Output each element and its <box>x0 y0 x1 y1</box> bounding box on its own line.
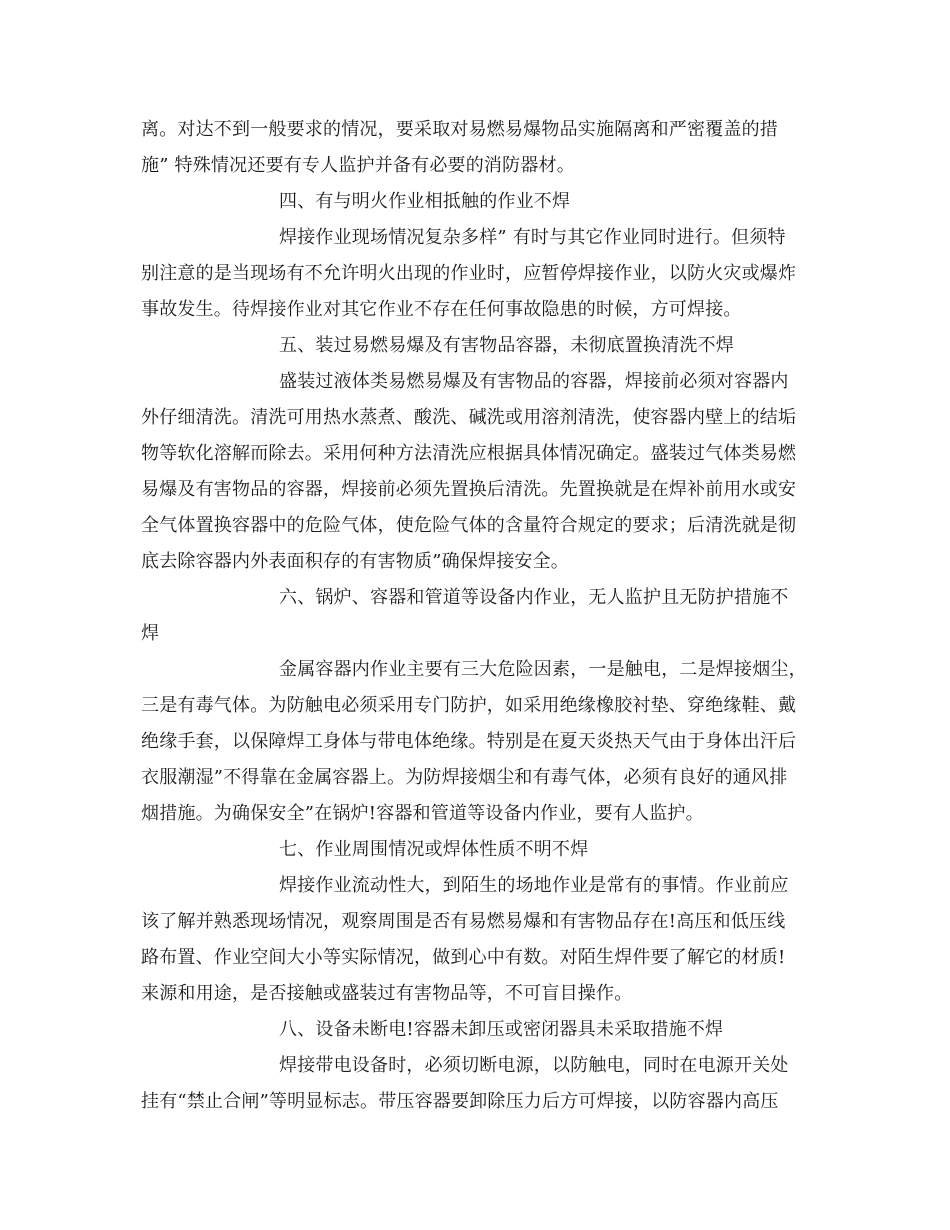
text-line: 来源和用途，是否接触或盛装过有害物品等，不可盲目操作。 <box>141 983 633 1004</box>
text-line: 别注意的是当现场有不允许明火出现的作业时，应暂停焊接作业，以防火灾或爆炸 <box>141 263 797 284</box>
text-line: 路布置、作业空间大小等实际情况，做到心中有数。对陌生焊件要了解它的材质! <box>141 947 786 968</box>
section-heading: 五、装过易燃易爆及有害物品容器，未彻底置换清洗不焊 <box>279 335 734 356</box>
text-line: 盛装过液体类易燃易爆及有害物品的容器，焊接前必须对容器内 <box>279 371 789 392</box>
text-line: 焊接作业现场情况复杂多样” 有时与其它作业同时进行。但须特 <box>279 227 786 248</box>
text-line: 全气体置换容器中的危险气体，使危险气体的含量符合规定的要求；后清洗就是彻 <box>141 515 797 536</box>
text-line: 挂有“禁止合闸”等明显标志。带压容器要卸除压力后方可焊接，以防容器内高压 <box>141 1091 779 1112</box>
text-line: 该了解并熟悉现场情况，观察周围是否有易燃易爆和有害物品存在!高压和低压线 <box>141 911 786 932</box>
text-line: 烟措施。为确保安全”在锅炉!容器和管道等设备内作业，要有人监护。 <box>141 803 704 824</box>
text-line: 绝缘手套，以保障焊工身体与带电体绝缘。特别是在夏天炎热天气由于身体出汗后 <box>141 731 797 752</box>
text-line: 离。对达不到一般要求的情况，要采取对易燃易爆物品实施隔离和严密覆盖的措 <box>141 119 778 140</box>
text-line: 外仔细清洗。清洗可用热水蒸煮、酸洗、碱洗或用溶剂清洗，使容器内壁上的结垢 <box>141 407 797 428</box>
section-heading: 六、锅炉、容器和管道等设备内作业，无人监护且无防护措施不 <box>279 587 789 608</box>
text-line: 金属容器内作业主要有三大危险因素，一是触电，二是焊接烟尘， <box>279 659 807 680</box>
section-heading: 八、设备未断电!容器未卸压或密闭器具未采取措施不焊 <box>279 1019 724 1040</box>
section-heading: 四、有与明火作业相抵触的作业不焊 <box>279 191 571 212</box>
text-line: 焊接作业流动性大，到陌生的场地作业是常有的事情。作业前应 <box>279 875 789 896</box>
section-heading-continuation: 焊 <box>141 623 160 644</box>
text-line: 衣服潮湿”不得靠在金属容器上。为防焊接烟尘和有毒气体，必须有良好的通风排 <box>141 767 788 788</box>
text-line: 焊接带电设备时，必须切断电源，以防触电，同时在电源开关处 <box>279 1055 789 1076</box>
text-line: 物等软化溶解而除去。采用何种方法清洗应根据具体情况确定。盛装过气体类易燃 <box>141 443 797 464</box>
text-line: 易爆及有害物品的容器，焊接前必须先置换后清洗。先置换就是在焊补前用水或安 <box>141 479 797 500</box>
section-heading: 七、作业周围情况或焊体性质不明不焊 <box>279 839 589 860</box>
text-line: 三是有毒气体。为防触电必须采用专门防护，如采用绝缘橡胶衬垫、穿绝缘鞋、戴 <box>141 695 797 716</box>
text-line: 事故发生。待焊接作业对其它作业不存在任何事故隐患的时候，方可焊接。 <box>141 299 742 320</box>
text-line: 底去除容器内外表面积存的有害物质”确保焊接安全。 <box>141 551 569 572</box>
text-line: 施” 特殊情况还要有专人监护并备有必要的消防器材。 <box>141 155 575 176</box>
